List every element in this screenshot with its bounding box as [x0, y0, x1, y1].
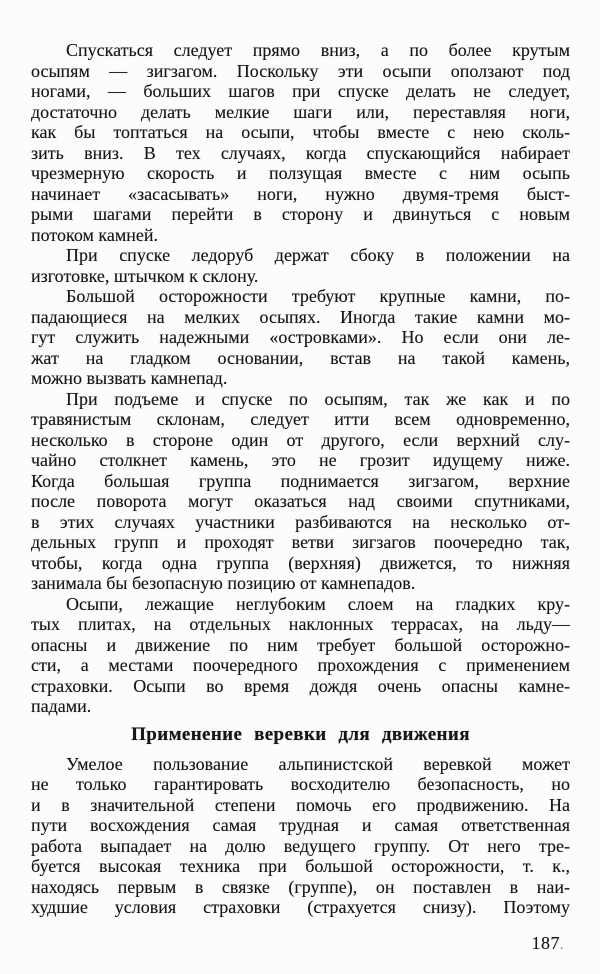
text-line: чайно столкнет камень, это не грозит идущему ниже.: [31, 450, 570, 470]
text-line: Умелое пользование альпинистской веревкой может: [66, 753, 570, 774]
text-line: зить вниз. В тех случаях, когда спускающийся набирает: [31, 142, 570, 163]
text-line: потоком камней.: [31, 224, 159, 245]
paragraph: [31, 40, 570, 245]
text-line: При подъеме и спуске по осыпям, так же как и по: [66, 388, 570, 409]
text-line: чтобы, когда одна группа (верхняя) движется, то нижняя: [31, 552, 570, 573]
text-line: сти, а местами поочередного прохождения с применением: [31, 655, 570, 675]
text-line: и в значительной степени помочь его продвижению. На: [31, 794, 570, 815]
text-line: ногами, — больших шагов при спуске делать не следует,: [31, 81, 570, 101]
paragraph: [31, 245, 570, 286]
text-line: в этих случаях участники разбиваются на несколько от-: [31, 511, 570, 532]
text-line: чрезмерную скорость и ползущая вместе с ним осыпь: [31, 163, 570, 183]
text-line: гут служить надежными «островками». Но если они ле-: [31, 327, 570, 347]
text-line: Спускаться следует прямо вниз, а по более крутым: [66, 40, 570, 60]
scan-speck: .: [560, 938, 564, 953]
text-line: можно вызвать камнепад.: [31, 368, 228, 388]
text-line: находясь первым в связке (группе), он поставлен в наи-: [31, 876, 570, 897]
text-line: буется высокая техника при большой осторожности, т. к.,: [31, 856, 570, 876]
text-line: Осыпи, лежащие неглубоким слоем на гладких кру-: [66, 593, 570, 614]
text-line: падающиеся на мелких осыпях. Иногда такие камни мо-: [31, 306, 570, 327]
text-line: работа выпадает на долю ведущего группу. От него тре-: [31, 835, 570, 856]
page-number-value: 187: [531, 933, 560, 953]
text-line: занимала бы безопасную позицию от камнепадов.: [31, 573, 416, 593]
text-line: Когда большая группа поднимается зигзагом, верхние: [31, 470, 570, 491]
text-line: страховки. Осыпи во время дождя очень опасны камне-: [31, 675, 570, 696]
text-line: достаточно делать мелкие шаги или, переставляя ноги,: [31, 101, 570, 122]
text-line: жат на гладком основании, встав на такой камень,: [31, 347, 570, 368]
text-line: дельных групп и проходят ветви зигзагов поочередно так,: [31, 532, 570, 552]
text-line: рыми шагами перейти в сторону и двинуться с новым: [31, 204, 570, 224]
paragraph: [31, 754, 570, 918]
paragraph: [31, 389, 570, 594]
page-number: [532, 933, 565, 954]
text-column: [31, 40, 570, 918]
text-line: худшие условия страховки (страхуется снизу). Поэтому: [31, 897, 570, 917]
section-heading: Применение веревки для движения: [131, 723, 470, 745]
text-line: травянистым склонам, следует итти всем одновременно,: [31, 409, 570, 429]
text-line: осыпям — зигзагом. Поскольку эти осыпи оползают под: [31, 60, 570, 81]
text-line: изготовке, штычком к склону.: [31, 265, 259, 286]
text-line: опасны и движение по ним требует большой осторожно-: [31, 634, 570, 655]
text-line: тых плитах, на отдельных наклонных террасах, на льду—: [31, 614, 570, 634]
text-line: начинает «засасывать» ноги, нужно двумя-тремя быст-: [31, 183, 570, 204]
text-line: При спуске ледоруб держат сбоку в положении на: [66, 245, 570, 265]
text-line: не только гарантировать восходителю безопасность, но: [31, 774, 570, 794]
text-line: пути восхождения самая трудная и самая ответственная: [31, 815, 570, 835]
text-line: падами.: [31, 696, 92, 716]
text-line: как бы топтаться на осыпи, чтобы вместе с нею сколь-: [31, 122, 570, 142]
text-line: после поворота могут оказаться над своими спутниками,: [31, 491, 570, 511]
paragraph: [31, 594, 570, 717]
paragraph: [31, 286, 570, 389]
text-line: несколько в стороне один от другого, если верхний слу-: [31, 429, 570, 450]
text-line: Большой осторожности требуют крупные камни, по-: [66, 286, 570, 306]
